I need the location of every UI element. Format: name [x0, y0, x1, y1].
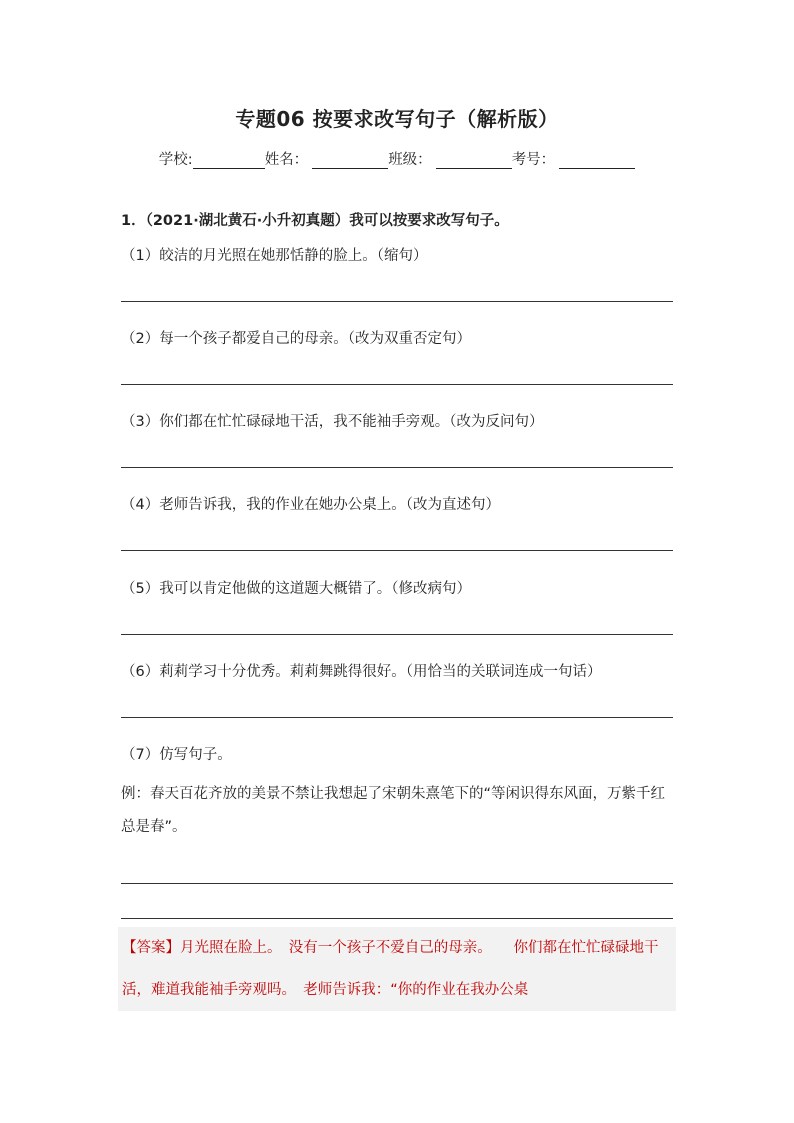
answer-line-4[interactable]: [121, 550, 673, 551]
question-item-4: （4）老师告诉我，我的作业在她办公桌上。（改为直述句）: [121, 497, 500, 513]
question-item-1: （1）皎洁的月光照在她那恬静的脸上。（缩句）: [121, 248, 428, 264]
question-item-3: （3）你们都在忙忙碌碌地干活，我不能袖手旁观。（改为反问句）: [121, 414, 544, 430]
example-text: 例：春天百花齐放的美景不禁让我想起了宋朝朱熹笔下的“等闲识得东风面，万紫千红总是春”。: [121, 786, 666, 835]
page-title: 专题06 按要求改写句子（解析版）: [235, 107, 559, 131]
answer-text: [122, 927, 674, 1011]
school-blank[interactable]: [193, 152, 265, 169]
student-info-line: [0, 148, 794, 169]
exam-no-label: 考号：: [511, 152, 556, 168]
question-item-6: （6）莉莉学习十分优秀。莉莉舞跳得很好。（用恰当的关联词连成一句话）: [121, 664, 602, 680]
answer-box: [118, 927, 676, 1011]
name-label: 姓名：: [264, 152, 309, 168]
answer-line-1[interactable]: [121, 301, 673, 302]
answer-body: 月光照在脸上。 没有一个孩子不爱自己的母亲。 你们都在忙忙碌碌地干活，难道我能袖手旁观吗。 老师告诉我：“你的作业在我办公桌: [122, 940, 659, 998]
class-label: 班级：: [388, 152, 432, 168]
question-heading: 1．（2021·湖北黄石·小升初真题）我可以按要求改写句子。: [121, 213, 509, 229]
question-item-7: （7）仿写句子。: [121, 747, 232, 763]
answer-line-7a[interactable]: [121, 883, 673, 884]
answer-line-5[interactable]: [121, 634, 673, 635]
name-blank[interactable]: [312, 152, 388, 169]
answer-line-3[interactable]: [121, 467, 673, 468]
exam-no-blank[interactable]: [559, 152, 635, 169]
answer-tag: 【答案】: [122, 940, 180, 956]
answer-line-7b[interactable]: [121, 918, 673, 919]
answer-line-2[interactable]: [121, 384, 673, 385]
answer-line-6[interactable]: [121, 717, 673, 718]
school-label: 学校:: [158, 152, 193, 168]
question-item-2: （2）每一个孩子都爱自己的母亲。（改为双重否定句）: [121, 331, 471, 347]
class-blank[interactable]: [436, 152, 512, 169]
question-item-5: （5）我可以肯定他做的这道题大概错了。（修改病句）: [121, 581, 471, 597]
